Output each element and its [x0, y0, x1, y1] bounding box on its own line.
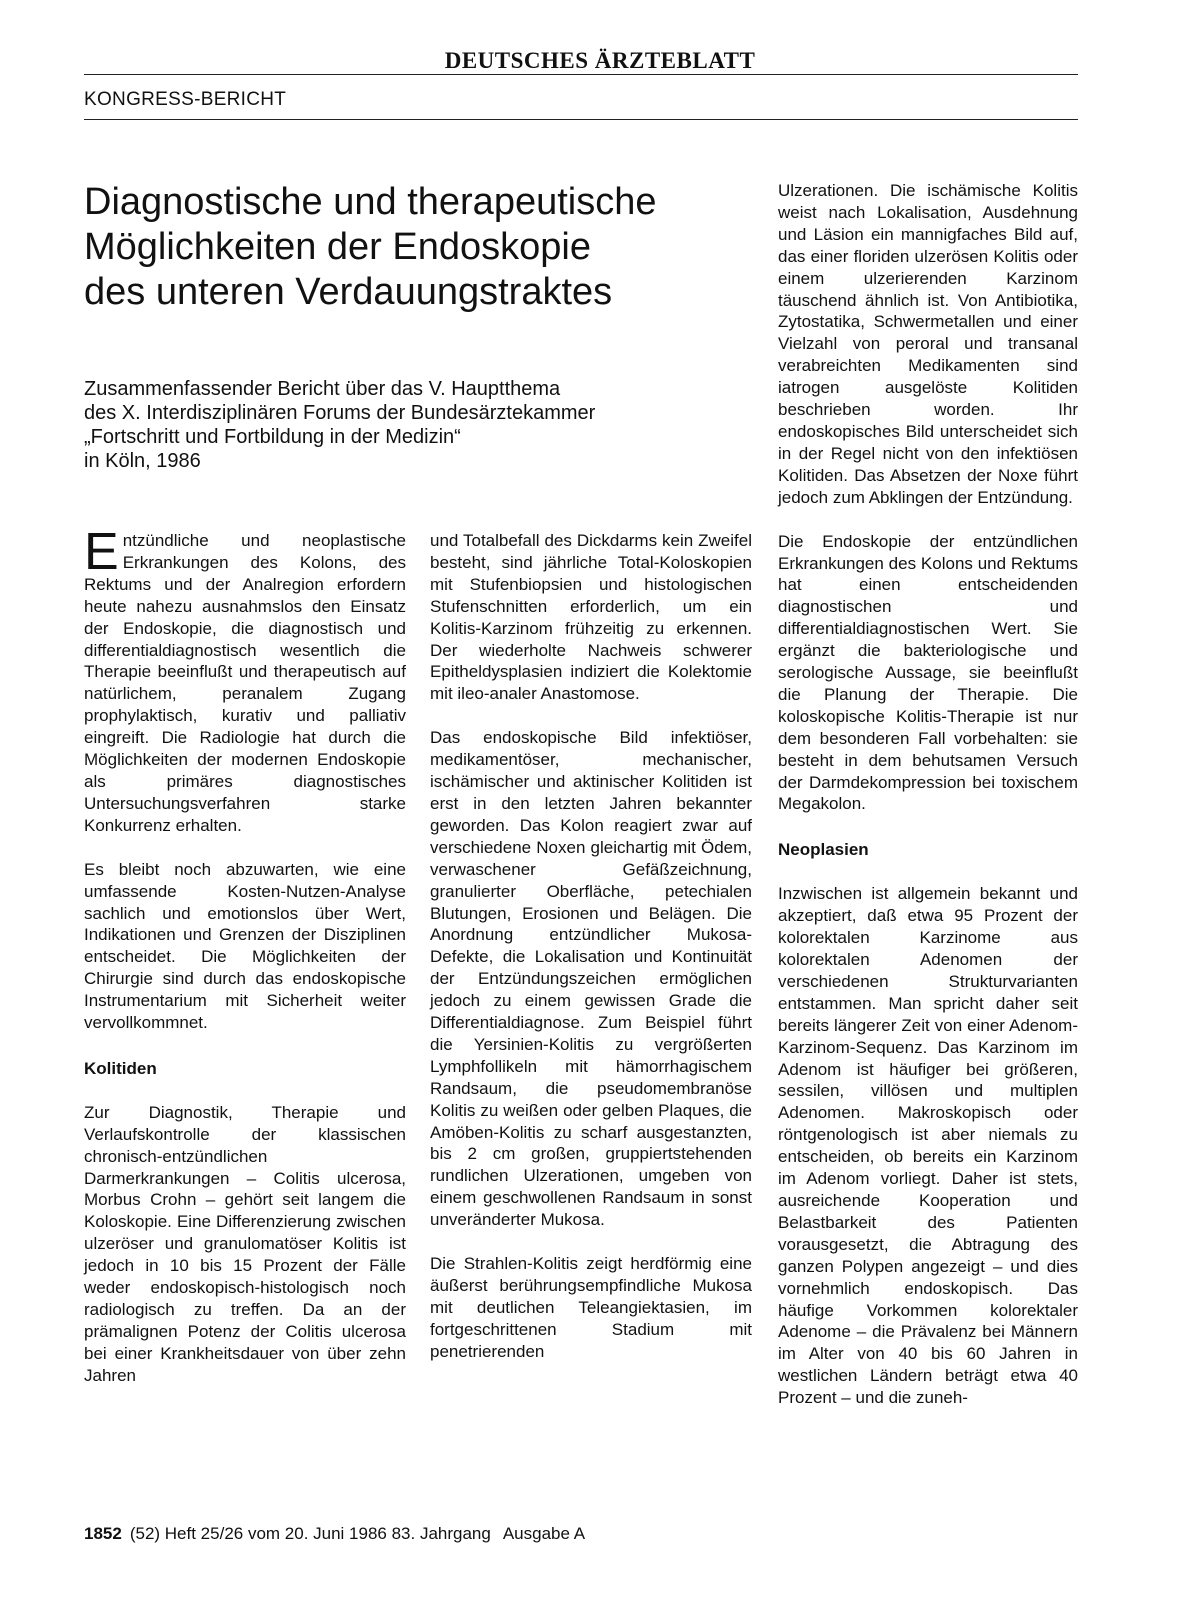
paragraph: Die Endoskopie der entzündlichen Erkrankungen des Kolons und Rektums hat einen entscheidenden diagnostischen und differentialdiagnostischen Wert. Sie ergänzt die bakteriologische und serologische Aussage, sie beeinflußt die Planung der Therapie. Die koloskopische Kolitis-Therapie ist nur dem besonderen Fall vorbehalten: sie besteht in dem behutsamen Versuch der Darmdekompression bei toxischem Megakolon.	[778, 531, 1078, 814]
edition-label: Ausgabe A	[502, 1524, 586, 1543]
masthead: DEUTSCHES ÄRZTEBLATT	[444, 48, 756, 73]
paragraph: Das endoskopische Bild infektiöser, medikamentöser, mechanischer, ischämischer und aktinischer Kolitiden ist erst in den letzten Jahren bekannter geworden. Das Kolon reagiert zwar auf verschiedene Noxen gleichartig mit Ödem, verwaschener Gefäßzeichnung, granulierter Oberfläche, petechialen Blutungen, Erosionen und Belägen. Die Anordnung entzündlicher Mukosa-Defekte, die Lokalisation und Kontinuität der Entzündungszeichen ermöglichen jedoch zu einem gewissen Grade die Differentialdiagnose. Zum Beispiel führt die Yersinien-Kolitis zu vergrößerten Lymphfollikeln mit hämorrhagischem Randsaum, die pseudomembranöse Kolitis zu weißen oder gelben Plaques, die Amöben-Kolitis zu scharf ausgestanzten, bis 2 cm großen, gruppiertstehenden rundlichen Ulzerationen, umgeben von einem geschwollenen Randsaum in sonst unveränderter Mukosa.	[430, 728, 752, 1230]
page-number: 1852	[84, 1524, 122, 1543]
issue-info: (52) Heft 25/26 vom 20. Juni 1986 83. Jahrgang	[129, 1524, 491, 1543]
drop-cap: E	[84, 523, 119, 581]
page-footer	[84, 1524, 585, 1544]
section-heading: Kolitiden	[84, 1058, 157, 1078]
paragraph: Es bleibt noch abzuwarten, wie eine umfassende Kosten-Nutzen-Analyse sachlich und emotionslos über Wert, Indikationen und Grenzen der Disziplinen entscheidet. Die Möglichkeiten der Chirurgie sind durch das endoskopische Instrumentarium mit Sicherheit weiter vervollkommnet.	[84, 859, 406, 1033]
section-label: KONGRESS-BERICHT	[84, 89, 287, 110]
paragraph	[84, 523, 406, 837]
text-column-2	[430, 530, 752, 1385]
subtitle-line: Zusammenfassender Bericht über das V. Hauptthema	[84, 378, 561, 400]
paragraph: Ulzerationen. Die ischämische Kolitis weist nach Lokalisation, Ausdehnung und Läsion ein mannigfaches Bild auf, das einer floriden ulzerösen Kolitis oder einem ulzerierenden Karzinom täuschend ähnlich ist. Von Antibiotika, Zytostatika, Schwermetallen und einer Vielzahl von peroral und transanal verabreichten Medikamenten sind iatrogen ausgelöste Kolitiden beschrieben worden. Ihr endoskopisches Bild unterscheidet sich in der Regel nicht von den infektiösen Kolitiden. Das Absetzen der Noxe führt jedoch zum Abklingen der Entzündung.	[778, 181, 1078, 507]
article-title	[84, 180, 724, 315]
article-subtitle	[84, 377, 724, 473]
paragraph: Die Strahlen-Kolitis zeigt herdförmig eine äußerst berührungsempfindliche Mukosa mit deutlichen Teleangiektasien, im fortgeschrittenen Stadium mit penetrierenden	[430, 1254, 752, 1361]
title-line: Diagnostische und therapeutische	[84, 181, 657, 223]
subtitle-line: in Köln, 1986	[84, 450, 201, 472]
paragraph-text: ntzündliche und neoplastische Erkrankungen des Kolons, des Rektums und der Analregion erfordern heute nahezu ausnahmslos den Einsatz der Endoskopie, die diagnostisch und differentialdiagnostisch wesentlich die Therapie beeinflußt und therapeutisch auf natürlichem, peranalem Zugang prophylaktisch, kurativ und palliativ eingreift. Die Radiologie hat durch die Möglichkeiten der modernen Endoskopie als primäres diagnostisches Untersuchungsverfahren starke Konkurrenz erhalten.	[84, 531, 406, 835]
paragraph: Inzwischen ist allgemein bekannt und akzeptiert, daß etwa 95 Prozent der kolorektalen Karzinome aus kolorektalen Adenomen der verschiedenen Strukturvarianten entstammen. Man spricht daher seit bereits längerer Zeit von einer Adenom-Karzinom-Sequenz. Das Karzinom im Adenom ist häufiger bei größeren, sessilen, villösen und multiplen Adenomen. Makroskopisch oder röntgenologisch ist aber niemals zu entscheiden, ob bereits ein Karzinom im Adenom vorliegt. Daher ist stets, ausreichende Kooperation und Belastbarkeit des Patienten vorausgesetzt, die Abtragung des ganzen Polypen angezeigt – und dies vornehmlich endoskopisch. Das häufige Vorkommen kolorektaler Adenome – die Prävalenz bei Männern im Alter von 40 bis 60 Jahren in westlichen Ländern beträgt etwa 40 Prozent – und die zuneh-	[778, 884, 1078, 1408]
title-line: Möglichkeiten der Endoskopie	[84, 226, 591, 268]
paragraph: Zur Diagnostik, Therapie und Verlaufskontrolle der klassischen chronisch-entzündlichen Darmerkrankungen – Colitis ulcerosa, Morbus Crohn – gehört seit langem die Koloskopie. Eine Differenzierung zwischen ulzeröser und granulomatöser Kolitis ist jedoch in 10 bis 15 Prozent der Fälle weder endoskopisch-histologisch noch radiologisch zu treffen. Da an der prämalignen Potenz der Colitis ulcerosa bei einer Krankheitsdauer von über zehn Jahren	[84, 1102, 406, 1385]
header-rule-top	[84, 74, 1078, 75]
subtitle-line: „Fortschritt und Fortbildung in der Medizin“	[84, 426, 461, 448]
text-column-1	[84, 523, 406, 1409]
section-heading: Neoplasien	[778, 840, 869, 860]
paragraph: und Totalbefall des Dickdarms kein Zweifel besteht, sind jährliche Total-Koloskopien mit Stufenbiopsien und histologischen Stufenschnitten erforderlich, um ein Kolitis-Karzinom frühzeitig zu erkennen. Der wiederholte Nachweis schwerer Epitheldysplasien indiziert die Kolektomie mit ileo-analer Anastomose.	[430, 531, 752, 704]
text-column-3	[778, 180, 1078, 1431]
header-rule-bottom	[84, 119, 1078, 120]
title-line: des unteren Verdauungstraktes	[84, 271, 613, 313]
subtitle-line: des X. Interdisziplinären Forums der Bundesärztekammer	[84, 402, 596, 424]
